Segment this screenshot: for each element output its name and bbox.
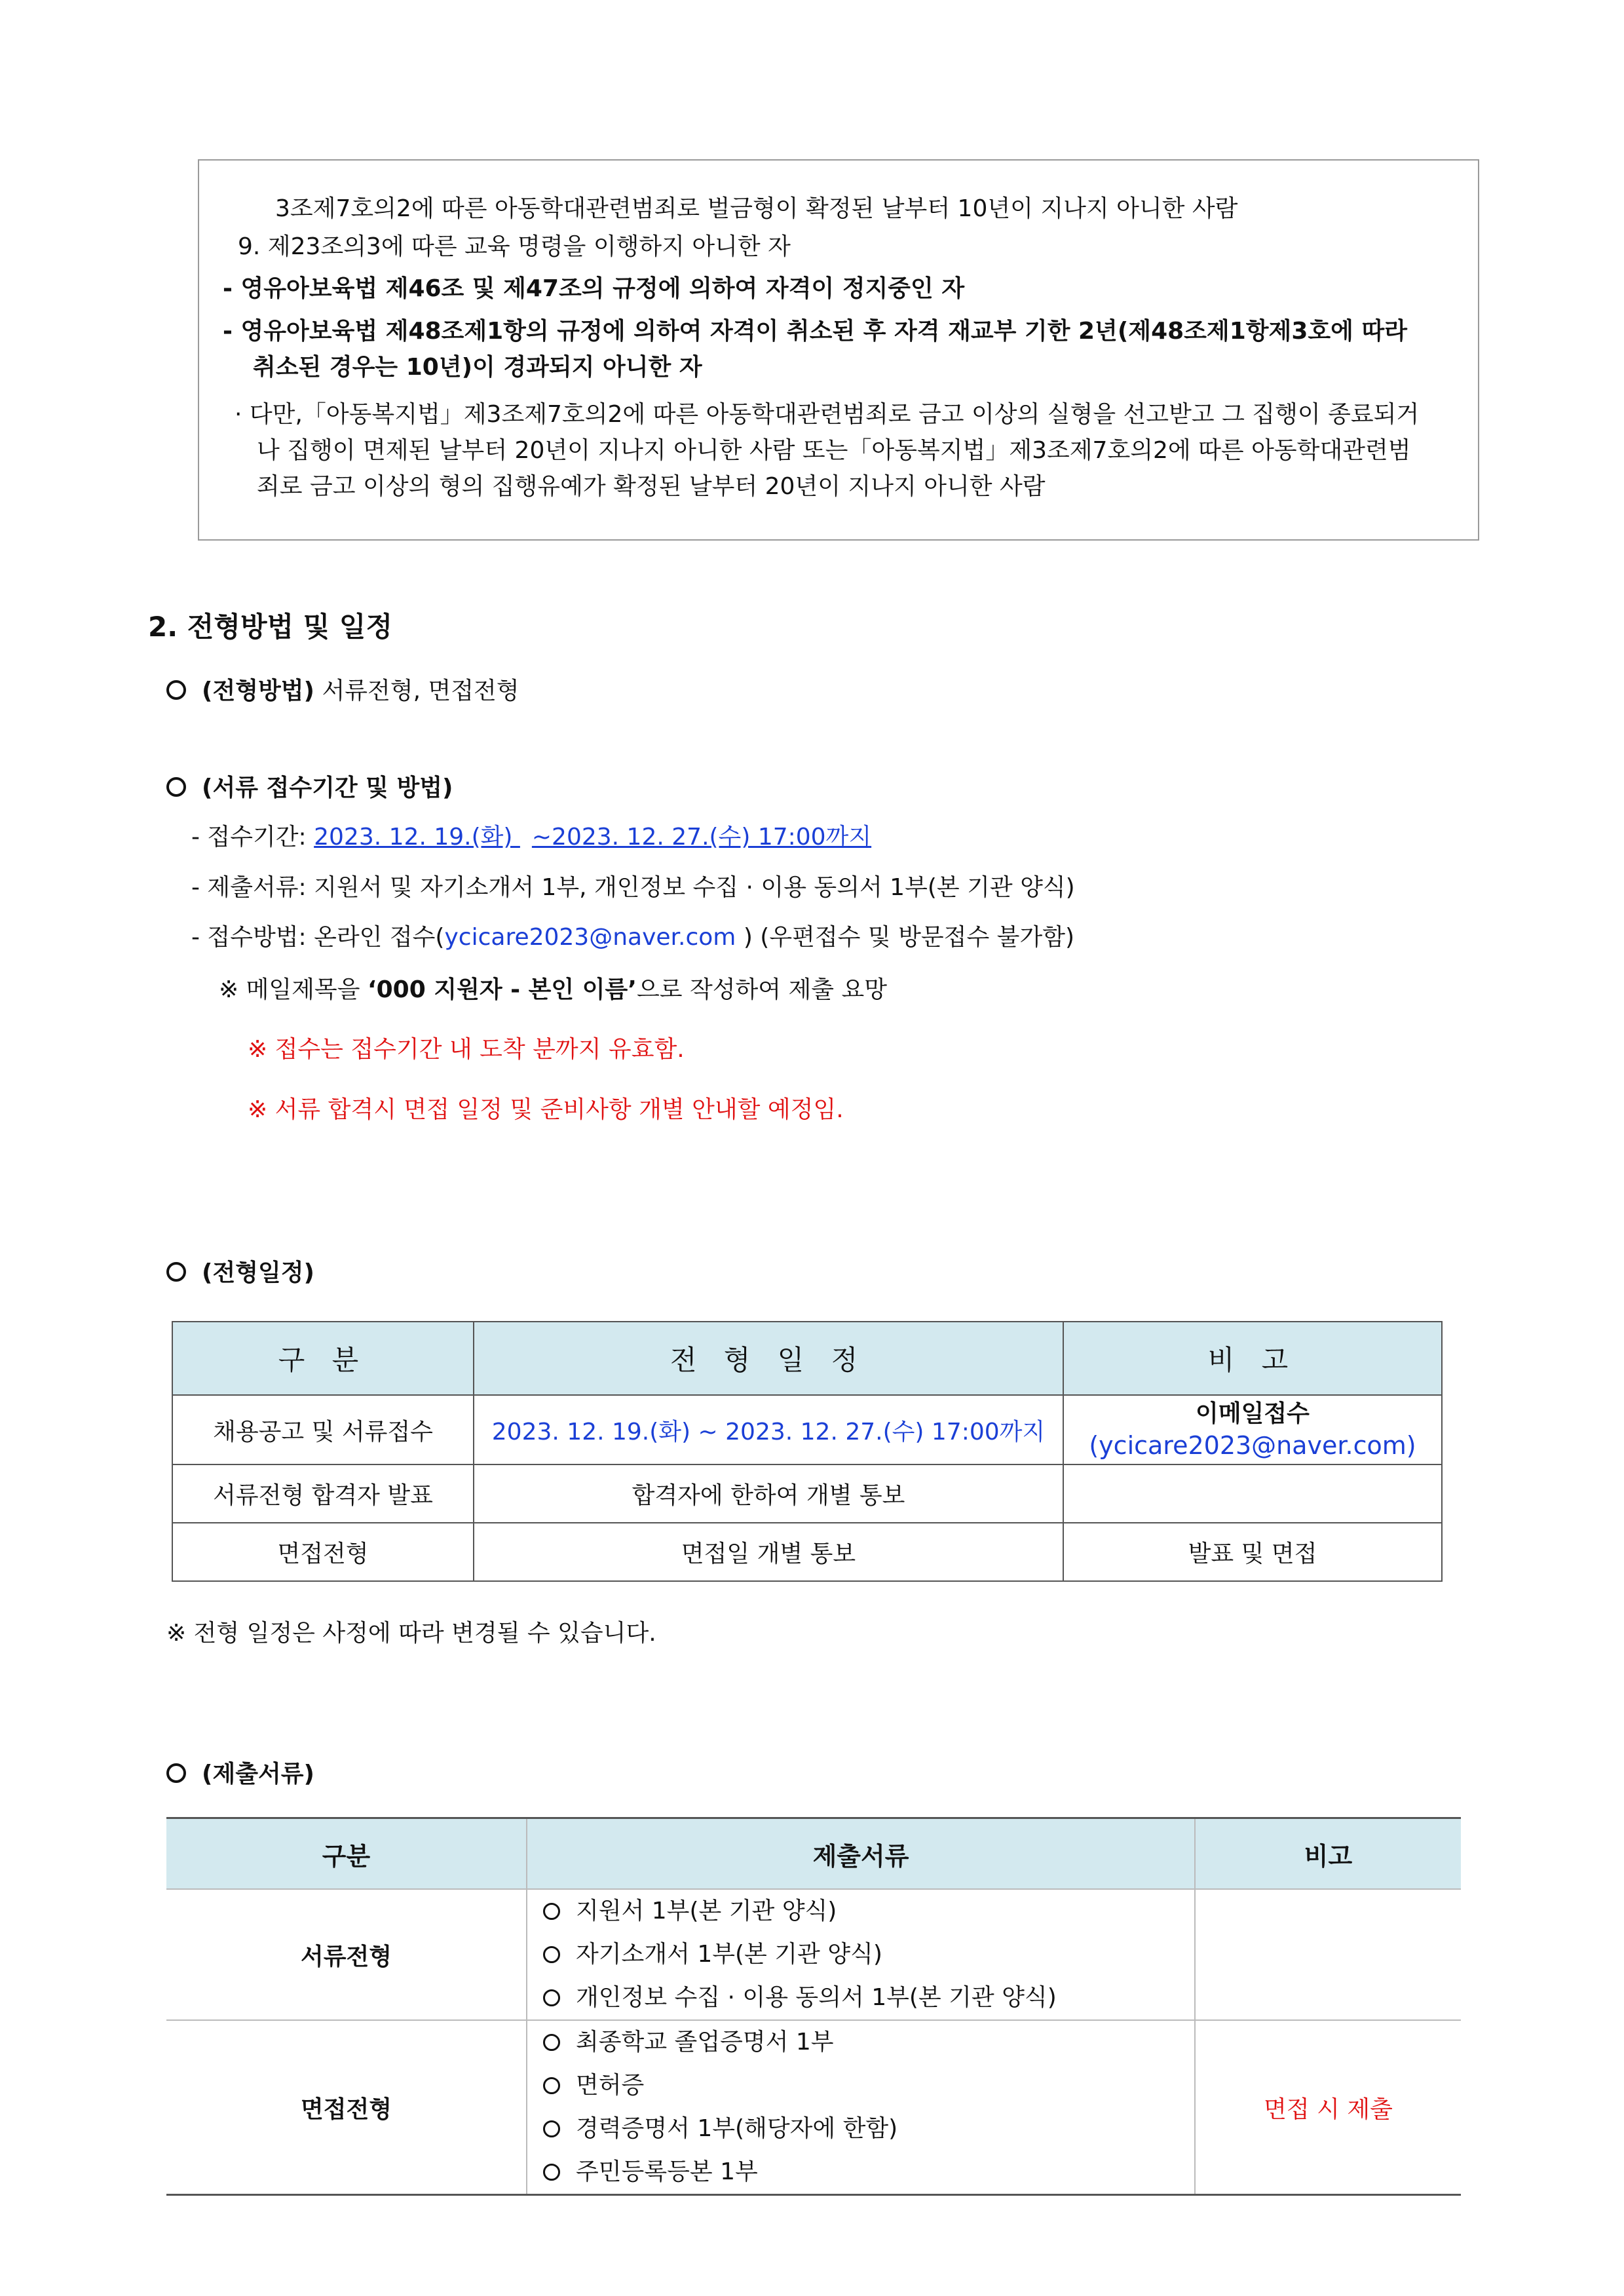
method-line-suffix: ) (우편접수 및 방문접수 불가함) xyxy=(736,924,1075,951)
section-title: 2. 전형방법 및 일정 xyxy=(148,611,393,643)
doc-item: 주민등록등본 1부 xyxy=(527,2151,1194,2194)
method-label: (전형방법) xyxy=(202,678,315,704)
note-cell: 면접 시 제출 xyxy=(1195,2020,1461,2195)
circle-bullet-icon xyxy=(166,777,186,797)
schedule-footnote: ※ 전형 일정은 사정에 따라 변경될 수 있습니다. xyxy=(166,1620,656,1647)
table-row xyxy=(172,1395,1442,1464)
mail-note-suffix: 으로 작성하여 제출 요망 xyxy=(636,976,888,1003)
mail-note xyxy=(219,978,887,1002)
circle-bullet-icon xyxy=(543,1903,560,1920)
period-label: - 접수기간: xyxy=(191,824,314,851)
notice-line-2: 9. 제23조의3에 따른 교육 명령을 이행하지 아니한 자 xyxy=(238,233,791,260)
notice-line-5b: 나 집행이 면제된 날부터 20년이 지나지 아니한 사람 또는「아동복지법」제3조제7호의2에 따른 아동학대관련범 xyxy=(257,437,1411,464)
note-cell: 발표 및 면접 xyxy=(1063,1523,1442,1581)
schedule-table xyxy=(172,1321,1443,1582)
doc-item: 개인정보 수집 · 이용 동의서 1부(본 기관 양식) xyxy=(527,1976,1194,2019)
docs-cell xyxy=(527,1889,1195,2020)
period-end: ~2023. 12. 27.(수) 17:00까지 xyxy=(531,824,872,851)
circle-bullet-icon xyxy=(543,1946,560,1963)
circle-bullet-icon xyxy=(543,2034,560,2051)
doc-item: 면허증 xyxy=(527,2064,1194,2107)
table-row xyxy=(166,2020,1461,2195)
date-cell: 2023. 12. 19.(화) ~ 2023. 12. 27.(수) 17:00까지 xyxy=(474,1395,1063,1464)
period-line xyxy=(191,826,871,849)
table-row xyxy=(172,1523,1442,1581)
circle-bullet-icon xyxy=(543,2077,560,2094)
doc-item: 지원서 1부(본 기관 양식) xyxy=(527,1890,1194,1933)
note-cell xyxy=(1195,1889,1461,2020)
method-row xyxy=(166,679,519,703)
notice-line-1: 3조제7호의2에 따른 아동학대관련범죄로 벌금형이 확정된 날부터 10년이 지나지 아니한 사람 xyxy=(275,195,1238,222)
date-cell: 면접일 개별 통보 xyxy=(474,1523,1063,1581)
mail-note-prefix: ※ 메일제목을 xyxy=(219,976,368,1003)
stage-cell: 면접전형 xyxy=(166,2020,527,2195)
doc-item: 경력증명서 1부(해당자에 한함) xyxy=(527,2107,1194,2151)
doc-item: 자기소개서 1부(본 기관 양식) xyxy=(527,1933,1194,1976)
header-date: 전 형 일 정 xyxy=(474,1322,1063,1395)
notice-line-5c: 죄로 금고 이상의 형의 집행유예가 확정된 날부터 20년이 지나지 아니한 사람 xyxy=(257,473,1046,500)
header-docs: 제출서류 xyxy=(527,1818,1195,1890)
circle-bullet-icon xyxy=(543,2120,560,2137)
circle-bullet-icon xyxy=(166,680,186,700)
stage-cell: 서류전형 xyxy=(166,1889,527,2020)
notice-line-5a: · 다만,「아동복지법」제3조제7호의2에 따른 아동학대관련범죄로 금고 이상의 실형을 선고받고 그 집행이 종료되거 xyxy=(235,401,1420,428)
doc-item: 최종학교 졸업증명서 1부 xyxy=(527,2021,1194,2064)
table-row xyxy=(166,1889,1461,2020)
header-note: 비고 xyxy=(1195,1818,1461,1890)
notice-line-4b: 취소된 경우는 10년)이 경과되지 아니한 자 xyxy=(253,354,702,381)
documents-label: (제출서류) xyxy=(202,1761,315,1788)
note-cell xyxy=(1063,1464,1442,1523)
docs-line: - 제출서류: 지원서 및 자기소개서 1부, 개인정보 수집 · 이용 동의서 1부(본 기관 양식) xyxy=(191,874,1075,901)
schedule-label: (전형일정) xyxy=(202,1259,315,1286)
stage-cell: 면접전형 xyxy=(172,1523,474,1581)
schedule-heading xyxy=(166,1261,314,1285)
documents-heading xyxy=(166,1763,314,1786)
note-cell xyxy=(1063,1395,1442,1464)
stage-cell: 채용공고 및 서류접수 xyxy=(172,1395,474,1464)
email-link[interactable]: ycicare2023@naver.com xyxy=(444,924,736,951)
note-line-1: 이메일접수 xyxy=(1196,1400,1310,1427)
red-note-2: ※ 서류 합격시 면접 일정 및 준비사항 개별 안내할 예정임. xyxy=(248,1096,844,1123)
method-value: 서류전형, 면접전형 xyxy=(314,678,519,704)
circle-bullet-icon xyxy=(543,1989,560,2006)
circle-bullet-icon xyxy=(166,1763,186,1783)
notice-line-3: - 영유아보육법 제46조 및 제47조의 규정에 의하여 자격이 정지중인 자 xyxy=(223,275,965,302)
table-row xyxy=(172,1464,1442,1523)
red-note-1: ※ 접수는 접수기간 내 도착 분까지 유효함. xyxy=(248,1036,685,1063)
method-line-prefix: - 접수방법: 온라인 접수( xyxy=(191,924,445,951)
table-header-row xyxy=(166,1818,1461,1890)
header-stage: 구분 xyxy=(166,1818,527,1890)
circle-bullet-icon xyxy=(543,2164,560,2181)
apply-label: (서류 접수기간 및 방법) xyxy=(202,775,453,801)
documents-table xyxy=(166,1817,1461,2196)
header-stage: 구 분 xyxy=(172,1322,474,1395)
notice-line-4a: - 영유아보육법 제48조제1항의 규정에 의하여 자격이 취소된 후 자격 재교부 기한 2년(제48조제1항제3호에 따라 xyxy=(223,318,1407,345)
header-note: 비 고 xyxy=(1063,1322,1442,1395)
docs-cell xyxy=(527,2020,1195,2195)
method-line xyxy=(191,926,1074,949)
mail-note-bold: ‘000 지원자 - 본인 이름’ xyxy=(367,976,637,1003)
stage-cell: 서류전형 합격자 발표 xyxy=(172,1464,474,1523)
circle-bullet-icon xyxy=(166,1262,186,1282)
apply-heading xyxy=(166,776,453,800)
period-start: 2023. 12. 19.(화) xyxy=(314,824,520,851)
note-email[interactable]: (ycicare2023@naver.com) xyxy=(1089,1431,1416,1460)
table-header-row xyxy=(172,1322,1442,1395)
date-cell: 합격자에 한하여 개별 통보 xyxy=(474,1464,1063,1523)
